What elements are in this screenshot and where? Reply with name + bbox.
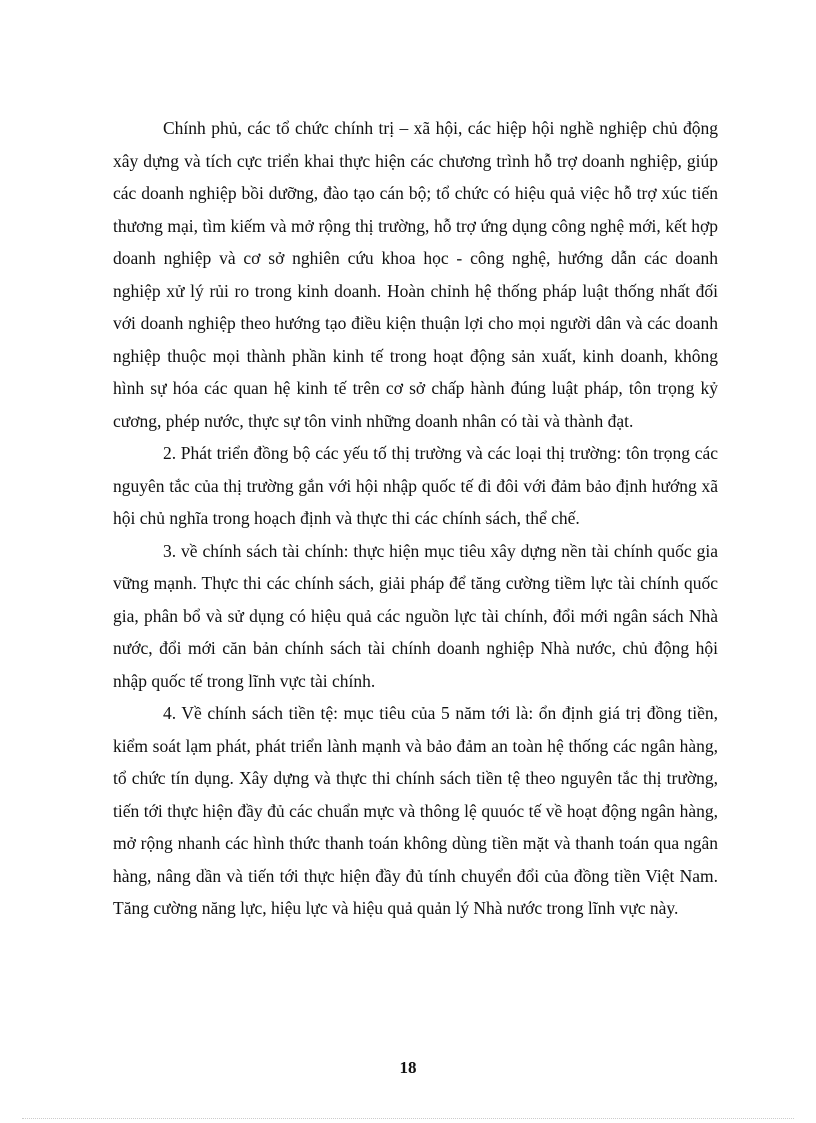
paragraph-financial-policy: 3. về chính sách tài chính: thực hiện mục tiêu xây dựng nền tài chính quốc gia vững mạnh. Thực thi các chính sách, giải pháp để tăng cường tiềm lực tài chính quốc gia, phân bổ và sử dụng có hiệu quả các nguồn lực tài chính, đổi mới ngân sách Nhà nước, đổi mới căn bản chính sách tài chính doanh nghiệp Nhà nước, chủ động hội nhập quốc tế trong lĩnh vực tài chính. bbox=[113, 540, 718, 691]
paragraph-support-enterprises: Chính phủ, các tổ chức chính trị – xã hội, các hiệp hội nghề nghiệp chủ động xây dựng và tích cực triển khai thực hiện các chương trình hỗ trợ doanh nghiệp, giúp các doanh nghiệp bồi dưỡng, đào tạo cán bộ; tổ chức có hiệu quả việc hỗ trợ xúc tiến thương mại, tìm kiếm và mở rộng thị trường, hỗ trợ ứng dụng công nghệ mới, kết hợp doanh nghiệp và cơ sở nghiên cứu khoa học - công nghệ, hướng dẫn các doanh nghiệp xử lý rủi ro trong kinh doanh. Hoàn chỉnh hệ thống pháp luật thống nhất đối với doanh nghiệp theo hướng tạo điều kiện thuận lợi cho mọi người dân và các doanh nghiệp thuộc mọi thành phần kinh tế trong hoạt động sản xuất, kinh doanh, không hình sự hóa các quan hệ kinh tế trên cơ sở chấp hành đúng luật pháp, tôn trọng kỷ cương, phép nước, thực sự tôn vinh những doanh nhân có tài và thành đạt. bbox=[113, 118, 718, 431]
paragraph-market-development: 2. Phát triển đồng bộ các yếu tố thị trường và các loại thị trường: tôn trọng các nguyên tắc của thị trường gắn với hội nhập quốc tế đi đôi với đảm bảo định hướng xã hội chủ nghĩa trong hoạch định và thực thi các chính sách, thể chế. bbox=[113, 443, 718, 528]
page-bottom-divider bbox=[22, 1118, 794, 1119]
paragraph-monetary-policy: 4. Về chính sách tiền tệ: mục tiêu của 5 năm tới là: ổn định giá trị đồng tiền, kiểm soát lạm phát, phát triển lành mạnh và bảo đảm an toàn hệ thống các ngân hàng, tổ chức tín dụng. Xây dựng và thực thi chính sách tiền tệ theo nguyên tắc thị trường, tiến tới thực hiện đầy đủ các chuẩn mực và thông lệ quuóc tế về hoạt động ngân hàng, mở rộng nhanh các hình thức thanh toán không dùng tiền mặt và thanh toán qua ngân hàng, nâng dần và tiến tới thực hiện đầy đủ tính chuyển đổi của đồng tiền Việt Nam. Tăng cường năng lực, hiệu lực và hiệu quả quản lý Nhà nước trong lĩnh vực này. bbox=[113, 703, 718, 918]
page-body bbox=[113, 112, 718, 925]
page-number: 18 bbox=[399, 1058, 417, 1077]
